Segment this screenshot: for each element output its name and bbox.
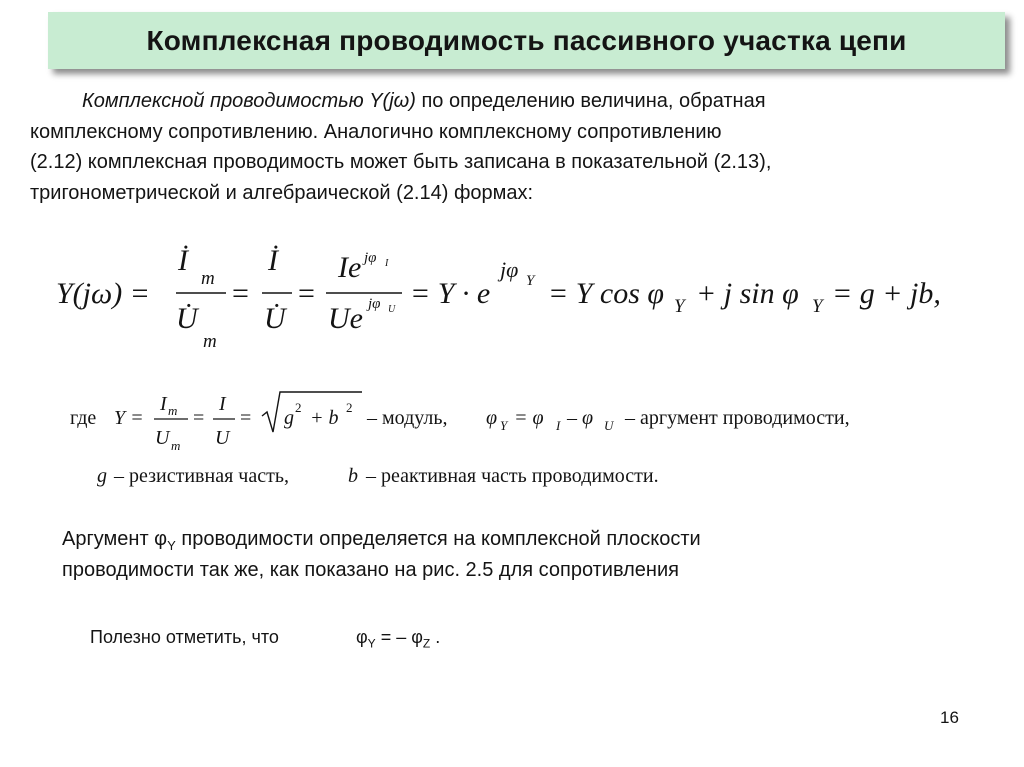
formula-term-exponential-exp-sub: Y bbox=[526, 273, 535, 289]
where-fraction2-numerator: I bbox=[219, 393, 226, 415]
where-fraction1-numerator: I bbox=[160, 393, 167, 415]
argument-pre: Аргумент φ bbox=[62, 528, 168, 550]
intro-line-4: тригонометрической и алгебраической (2.14) формах: bbox=[30, 181, 534, 204]
formula-term-sin-sub: Y bbox=[812, 296, 823, 317]
fraction1-denominator: U̇ bbox=[176, 302, 198, 335]
intro-line-3: (2.12) комплексная проводимость может быть записана в показательной (2.13), bbox=[30, 151, 772, 173]
formula-term-algebraic: = g + jb, bbox=[832, 277, 941, 310]
where-phi-Y: φ bbox=[486, 407, 498, 429]
formula-term-sin: + j sin φ bbox=[696, 277, 799, 310]
where-fraction1-numerator-sub: m bbox=[168, 403, 178, 418]
g-symbol: g bbox=[97, 465, 107, 487]
fraction1-denominator-sub: m bbox=[203, 331, 217, 352]
intro-line-1-rest: по определению величина, обратная bbox=[415, 90, 766, 112]
page-number: 16 bbox=[940, 708, 959, 727]
where-Y-eq: Y = bbox=[114, 407, 144, 429]
formula-term-exponential: = Y · e bbox=[410, 277, 491, 310]
g-description: – резистивная часть, bbox=[114, 465, 289, 487]
formula-equals-2: = bbox=[298, 277, 315, 310]
argument-line-1 bbox=[62, 528, 701, 553]
where-fraction1-denominator-sub: m bbox=[171, 438, 181, 453]
where-fraction1-denominator: U bbox=[155, 427, 170, 449]
fraction3-numerator-exp-sub: I bbox=[385, 258, 389, 269]
note-sub-Y: Y bbox=[367, 636, 376, 651]
where-phi-Y-sub: Y bbox=[500, 418, 508, 433]
slide-title: Комплексная проводимость пассивного участка цепи bbox=[146, 24, 907, 56]
formula-term-cos: = Y cos φ bbox=[548, 277, 665, 310]
where-equals-phi-I: = φ bbox=[514, 407, 544, 429]
fraction3-denominator: Ue bbox=[328, 302, 363, 335]
note-text: Полезно отметить, что bbox=[90, 627, 279, 647]
intro-term: Комплексной проводимостью Y(jω) bbox=[82, 90, 416, 112]
b-symbol: b bbox=[348, 465, 358, 487]
sqrt-plus-b: + b bbox=[310, 407, 339, 429]
where-equals-2: = bbox=[240, 407, 252, 429]
formula-lhs: Y(jω) = bbox=[56, 277, 150, 310]
fraction2-denominator: U̇ bbox=[264, 302, 286, 335]
fraction2-numerator: İ bbox=[268, 244, 278, 277]
note-formula bbox=[356, 627, 440, 651]
note-end: . bbox=[430, 627, 441, 647]
fraction1-numerator: İ bbox=[178, 244, 188, 277]
where-fraction2-denominator: U bbox=[215, 427, 230, 449]
fraction3-numerator: Ie bbox=[338, 251, 362, 284]
where-word: где bbox=[70, 407, 97, 429]
note-mid: = – φ bbox=[375, 627, 423, 647]
argument-rest: проводимости определяется на комплексной плоскости bbox=[175, 528, 701, 550]
note-phi: φ bbox=[356, 627, 368, 647]
where-minus-phi-U: – φ bbox=[567, 407, 594, 429]
where-phi-U-sub: U bbox=[604, 418, 614, 433]
sqrt-g: g bbox=[284, 407, 294, 429]
where-phi-I-sub: I bbox=[556, 418, 561, 433]
sqrt-g-power: 2 bbox=[295, 400, 302, 415]
formula-term-exponential-exp: jφ bbox=[500, 257, 519, 282]
fraction1-numerator-sub: m bbox=[201, 268, 215, 289]
formula-term-cos-sub: Y bbox=[674, 296, 685, 317]
where-equals-1: = bbox=[193, 407, 205, 429]
formula-equals-1: = bbox=[232, 277, 249, 310]
fraction3-numerator-exp: jφ bbox=[364, 250, 377, 266]
sqrt-b-power: 2 bbox=[346, 400, 353, 415]
argument-line-2: проводимости так же, как показано на рис. 2.5 для сопротивления bbox=[62, 559, 679, 581]
fraction3-denominator-exp-sub: U bbox=[388, 304, 396, 315]
where-argument-text: – аргумент проводимости, bbox=[625, 407, 850, 429]
fraction3-denominator-exp: jφ bbox=[368, 296, 381, 312]
argument-sub: Y bbox=[167, 538, 176, 553]
b-description: – реактивная часть проводимости. bbox=[366, 465, 659, 487]
where-modulus-text: – модуль, bbox=[367, 407, 448, 429]
intro-line-2: комплексному сопротивлению. Аналогично комплексному сопротивлению bbox=[30, 120, 722, 143]
note-sub-Z: Z bbox=[422, 636, 431, 651]
